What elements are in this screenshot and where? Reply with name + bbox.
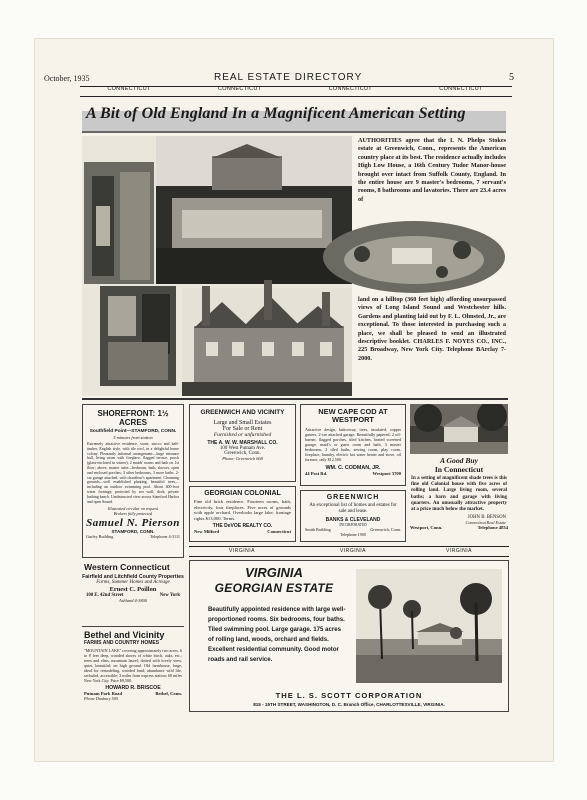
state-label: CONNECTICUT bbox=[328, 86, 372, 92]
feature-story-bottom: land on a hilltop (360 feet high) affording unsurpassed views of Long Island Sound and Westchester hills. Gardens and planting laid out by F. L. Olmsted, Jr., are exceptional. To those interested in purchasing such a place, we shall be pleased to send an illustrated descriptive booklet. CHARLES F. NOYES CO., INC., 225 Broadway, New York City. Telephone BArclay 7-2000. bbox=[358, 296, 506, 362]
ad-body: Fine old brick residence. Fourteen rooms, bath, electricity, four fireplaces. Five acres of grounds with apple orchard. Overlooks large lake; frontage rights $13,000. Terms. bbox=[194, 499, 291, 521]
agent-address: 100 West Putnam Ave. bbox=[219, 446, 266, 451]
ad-line: Farms, Summer Homes and Acreage bbox=[96, 580, 170, 585]
feature-photo-collage bbox=[82, 136, 352, 396]
broker-address: Gurley Building bbox=[86, 534, 114, 540]
broker-phone: Telephone 4-3111 bbox=[150, 534, 180, 540]
agent-name: JOHN B. BENSON bbox=[467, 515, 506, 521]
agent-name: BANKS & CLEVELAND bbox=[325, 517, 381, 523]
agent-city: Greenwich, Conn. bbox=[370, 527, 401, 532]
header-rule bbox=[80, 96, 512, 97]
agent-city: Bethel, Conn. bbox=[155, 691, 182, 696]
ad-western-ct bbox=[82, 562, 184, 620]
ad-body: Attractive design, latticeway, trees, insulated, copper gutters, 2-car attached garage. Beautifully papered, 2 oil-burner, flagged porches, tiled kitchen, heated screened garage, maid's or guest room and bath, 3 master bedrooms, 2 tiled baths, sewing room, play room, fireplace, laundry, electric hot water heater and stove, oil furnace, only $12,500. bbox=[305, 426, 401, 462]
ad-greenwich-vicinity bbox=[189, 404, 296, 482]
directory-title: REAL ESTATE DIRECTORY bbox=[214, 72, 363, 83]
broker-name: Samuel N. Pierson bbox=[86, 517, 180, 530]
ad-title: GEORGIAN ESTATE bbox=[214, 581, 334, 595]
agent-phone: Telephone 1900 bbox=[340, 532, 366, 537]
feature-story-top: AUTHORITIES agree that the I. N. Phelps Stokes estate at Greenwich, Conn., represents the American country place at its best. The residence actually includes High Low House, a 16th Century Tudor Manor-house brought over intact from Suffolk County, England. In the entire house are 9 master's bedrooms, 7 servant's rooms, 8 bathrooms and lavatories. There are 23.4 acres of bbox=[358, 137, 506, 203]
state-label: VIRGINIA bbox=[340, 548, 366, 554]
broker-city: STAMFORD, CONN. bbox=[111, 529, 155, 535]
ad-sub: FARMS AND COUNTRY HOMES bbox=[84, 640, 160, 646]
ad-title: Bethel and Vicinity bbox=[84, 630, 165, 640]
ad-line: Furnished or unfurnished bbox=[213, 432, 272, 438]
section-rule bbox=[189, 556, 509, 557]
agent-phone: Ashland 4-3800 bbox=[119, 598, 147, 603]
ad-subtitle: 5 minutes from station bbox=[113, 435, 153, 440]
colonial-house-photo bbox=[410, 404, 508, 454]
ad-greenwich bbox=[300, 490, 406, 542]
ad-virginia-estate bbox=[189, 560, 509, 712]
agent-name: THE A. W. W. MARSHALL CO. bbox=[207, 440, 278, 446]
agent-sub: INCORPORATED bbox=[339, 523, 367, 527]
ad-location: Southfield Point—STAMFORD, CONN. bbox=[89, 429, 177, 434]
agent-address: Putnam Park Road bbox=[84, 691, 123, 696]
ad-note: Illustrated circular on request bbox=[107, 506, 159, 512]
agent-name: HOWARD R. BRISCOE bbox=[105, 685, 161, 691]
ad-line: For Sale or Rent bbox=[222, 426, 263, 432]
section-divider bbox=[82, 398, 508, 400]
ad-body: An exceptional list of homes and estates for sale and lease. bbox=[309, 503, 397, 514]
feature-headline-banner bbox=[82, 105, 506, 133]
ad-title: NEW CAPE COD AT WESTPORT bbox=[318, 407, 388, 425]
agent-phone: Phone Danbury 505 bbox=[84, 696, 118, 701]
state-label: VIRGINIA bbox=[446, 548, 472, 554]
agent-address: 100 E. 42nd Street bbox=[86, 593, 124, 598]
agent-city: Greenwich, Conn. bbox=[224, 451, 261, 456]
agent-name: WM. C. CODMAN, JR. bbox=[325, 464, 381, 471]
ad-body: Extremely attractive residence, stone, stucco and half-timber, English style, with tile roof, in a delightful home colony. Pleasantly informal arrangement—large entrance hall, living room with fireplace, flagged terrace, porch (glass-enclosed in winter); 2 maids' rooms and bath on 1st floor; above, master suite—bedroom, bath, shower, open and enclosed porches; 3 other bedrooms, 3 more baths. 2-car garage attached, with chauffeur's apartment. Charming grounds—well established planting, beautiful trees—including an outdoor swimming pool. About 400-foot water frontage, protected by sea wall; dock; private bathing beach. Unobstructed view across Stamford Harbor and open Sound. bbox=[87, 442, 179, 504]
ad-title: A Good Buy bbox=[440, 456, 478, 465]
ad-note: Brokers fully protected bbox=[113, 511, 153, 517]
ad-title: GREENWICH AND VICINITY bbox=[200, 409, 285, 416]
agent-phone: Telephone 4834 bbox=[477, 525, 508, 531]
section-rule bbox=[189, 546, 509, 547]
page-number: 5 bbox=[509, 72, 514, 83]
estate-aerial-photo bbox=[322, 220, 506, 294]
agent-sub: Connecticut Real Estate bbox=[465, 520, 506, 526]
ad-good-buy bbox=[410, 456, 508, 558]
agent-town: Westport, Conn. bbox=[410, 525, 443, 531]
agent-address: Smith Building bbox=[305, 527, 331, 532]
ad-body: Beautifully appointed residence with large well-proportioned rooms. Six bedrooms, four baths. Tiled swimming pool. Large garage. 175 acres of rolling land, woods, orchard and fields. Excellent residential community. Good motor roads and rail service. bbox=[208, 606, 346, 663]
agent-city: New York bbox=[159, 593, 180, 598]
company-address: 815 - 15TH STREET, WASHINGTON, D. C. Branch Office, CHARLOTTESVILLE, VIRGINIA. bbox=[253, 702, 445, 707]
ad-title: Western Connecticut bbox=[84, 562, 170, 572]
state-label: VIRGINIA bbox=[229, 548, 255, 554]
ad-shorefront bbox=[82, 404, 184, 558]
agent-state: Connecticut bbox=[267, 529, 291, 535]
issue-date: October, 1935 bbox=[44, 74, 90, 83]
ad-title: VIRGINIA bbox=[245, 565, 303, 580]
ad-title: SHOREFRONT: 1½ ACRES bbox=[97, 409, 169, 427]
ad-sub: Fairfield and Litchfield County Properties bbox=[82, 574, 184, 580]
state-label: CONNECTICUT bbox=[107, 86, 151, 92]
ad-title: GREENWICH bbox=[326, 494, 380, 501]
ad-cape-cod bbox=[300, 404, 406, 486]
agent-address: 44 Post Rd. bbox=[305, 470, 328, 476]
state-label-row bbox=[80, 86, 510, 96]
ad-title: In Connecticut bbox=[434, 465, 484, 474]
ad-body: "MOUNTAIN LAKE" covering approximately two acres, 6 to 8 feet deep, wooded shores of white birch, oaks, etc.; trees and elms, mountain laurel; dotted with lovely view, quiet, beautiful; on high ground. Old farmhouse, large, ideal for remodeling, wooded land; abundance wild life, secluded, accessible; 2 miles from express station; 60 miles New York City. Price $9,500. bbox=[84, 648, 182, 683]
state-label: CONNECTICUT bbox=[439, 86, 483, 92]
ad-line: Large and Small Estates bbox=[213, 420, 272, 426]
agent-town: New Milford bbox=[194, 529, 220, 535]
virginia-estate-photo bbox=[356, 569, 502, 683]
ad-bethel bbox=[82, 626, 184, 714]
agent-phone: Phone: Greenwich 668 bbox=[222, 456, 263, 461]
agent-name: THE DeVOE REALTY CO. bbox=[212, 523, 273, 530]
agent-phone: Westport 3700 bbox=[372, 470, 401, 476]
company-name: THE L. S. SCOTT CORPORATION bbox=[275, 691, 423, 700]
ad-title: GEORGIAN COLONIAL bbox=[204, 490, 281, 497]
feature-headline: A Bit of Old England In a Magnificent American Setting bbox=[86, 105, 466, 122]
ad-body: In a setting of magnificent shade trees is this fine old Colonial house with five acres of rolling land. Large living room, several baths; a barn and garage with living quarters. An unusually attractive property at a price much below the market. bbox=[411, 476, 507, 513]
state-label: CONNECTICUT bbox=[217, 86, 262, 92]
agent-name: Ernest C. Poillon bbox=[109, 586, 157, 593]
ad-georgian-colonial bbox=[189, 486, 296, 542]
